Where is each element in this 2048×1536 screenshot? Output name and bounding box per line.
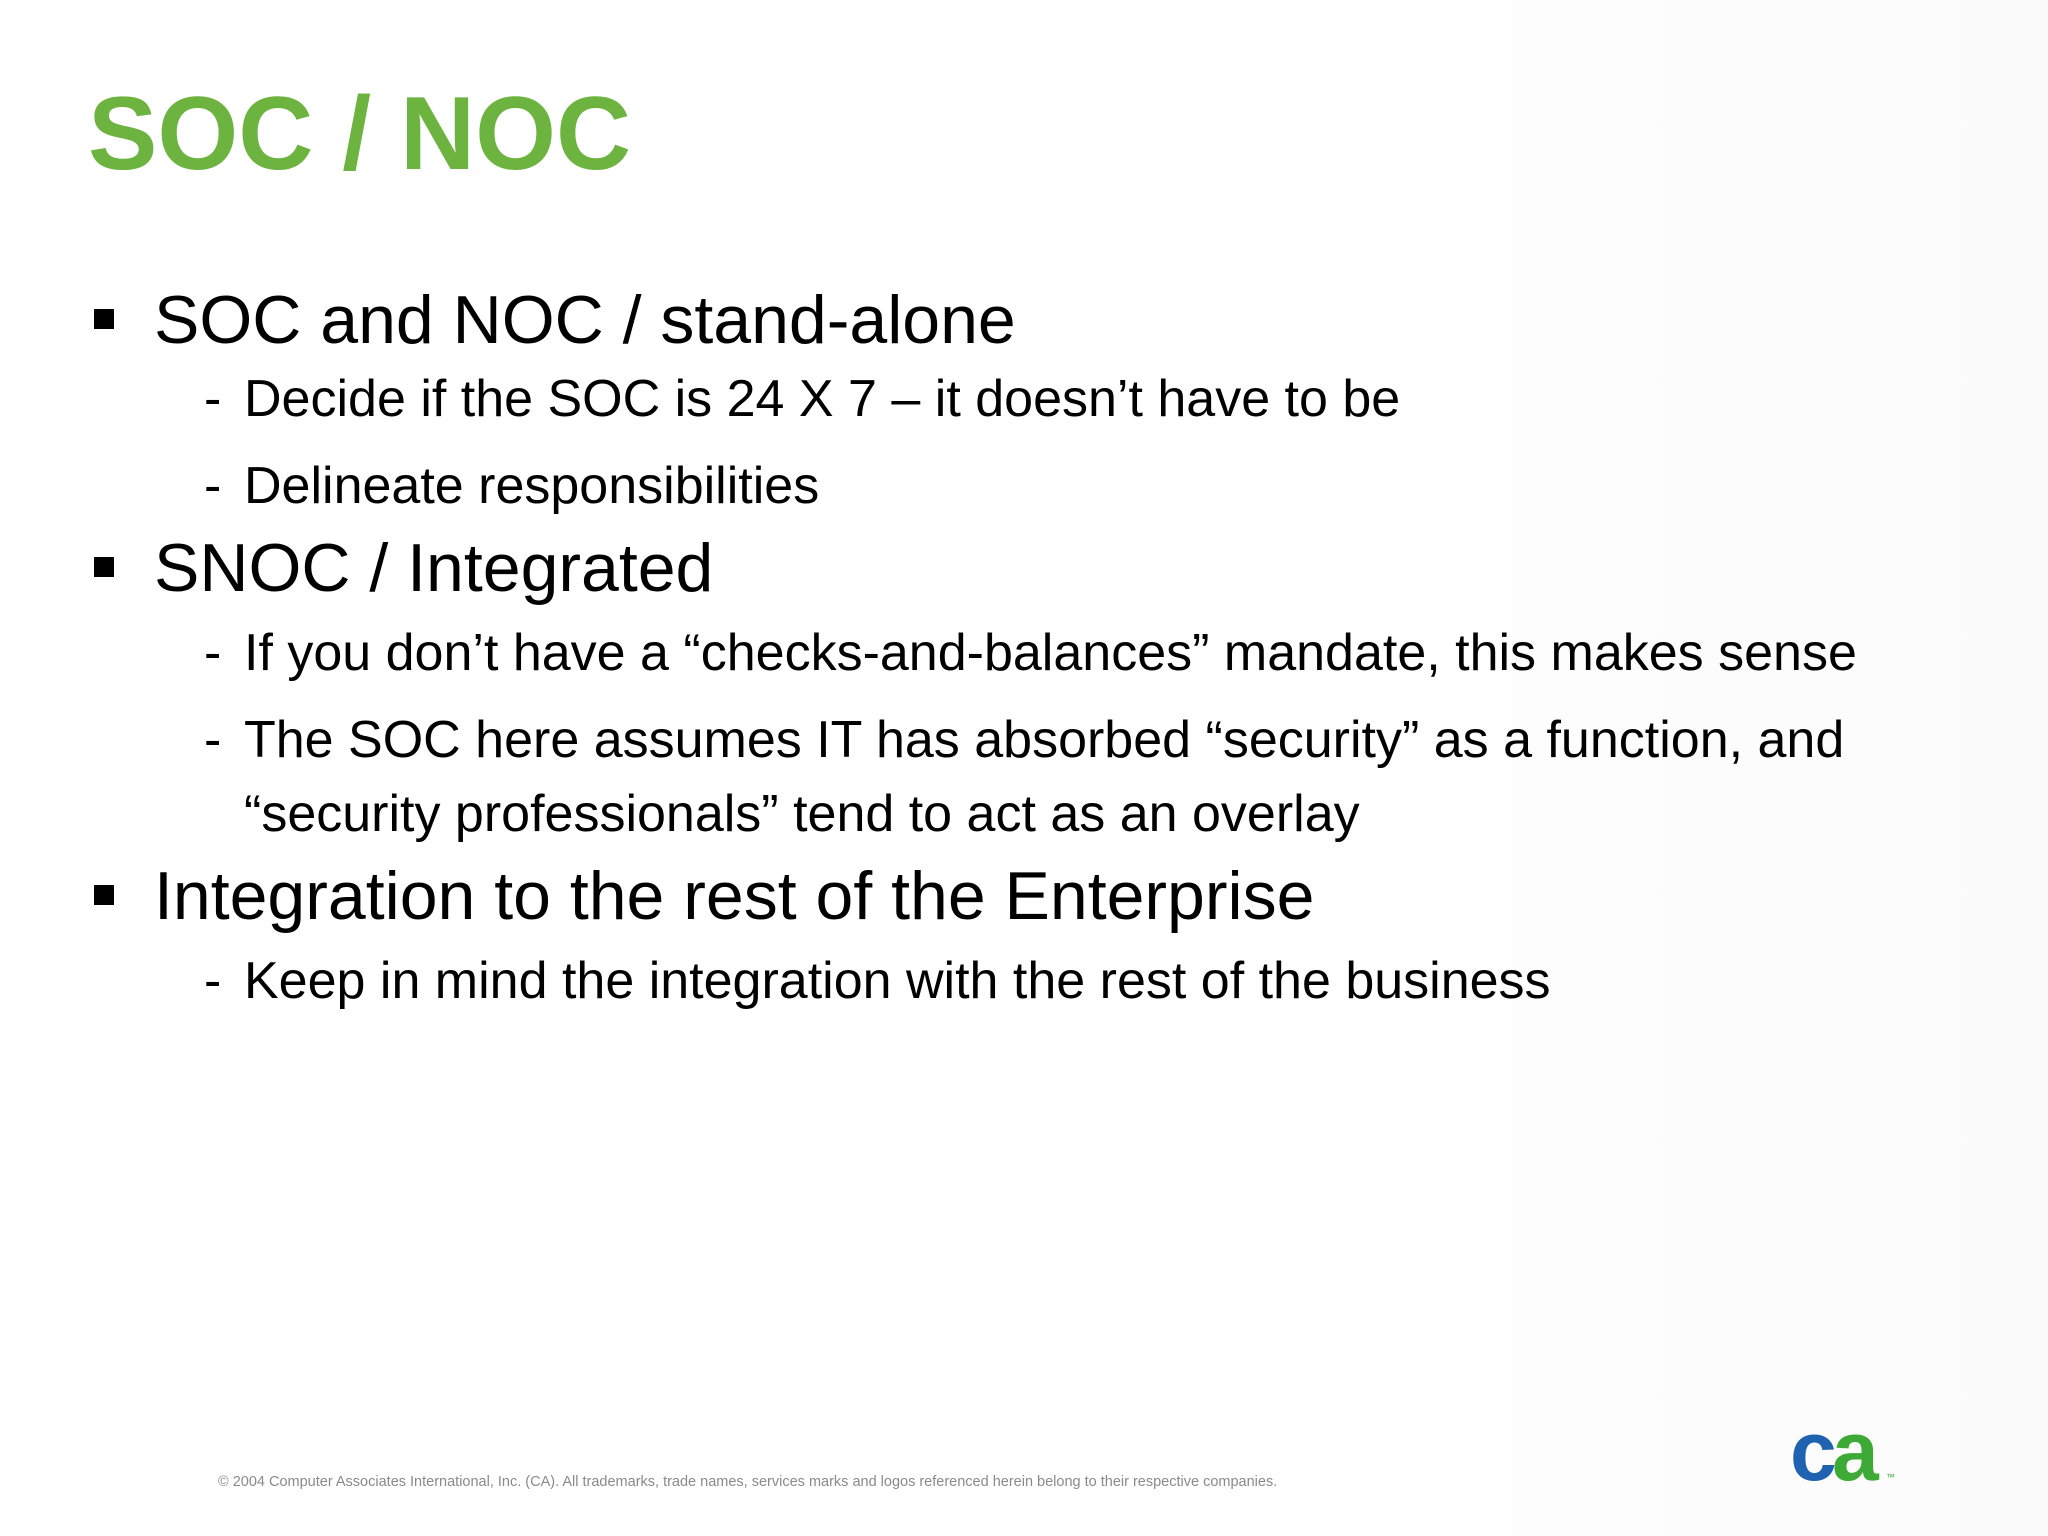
sub-bullet-text: Delineate responsibilities xyxy=(244,457,820,515)
square-bullet-icon xyxy=(94,309,114,329)
sub-bullet-item xyxy=(204,449,1974,523)
bullet-text: SOC and NOC / stand-alone xyxy=(154,282,1016,358)
square-bullet-icon xyxy=(94,557,114,577)
slide-body xyxy=(94,280,1974,1018)
dash-marker: - xyxy=(204,370,222,428)
sub-bullet-item xyxy=(204,703,1974,851)
sub-bullet-item xyxy=(204,362,1974,436)
dash-marker: - xyxy=(204,711,222,769)
bullet-item xyxy=(94,856,1974,936)
bullet-item xyxy=(94,280,1974,360)
ca-logo-a: a xyxy=(1832,1404,1879,1498)
dash-marker: - xyxy=(204,457,222,515)
sub-bullet-text: If you don’t have a “checks-and-balances” mandate, this makes sense xyxy=(244,624,1857,682)
ca-logo-c: c xyxy=(1790,1404,1837,1498)
bullet-text: Integration to the rest of the Enterprise xyxy=(154,858,1315,934)
dash-marker: - xyxy=(204,624,222,682)
ca-logo xyxy=(1790,1404,1895,1498)
ca-logo-trademark: ™ xyxy=(1886,1472,1895,1482)
square-bullet-icon xyxy=(94,885,114,905)
bullet-item xyxy=(94,528,1974,608)
sub-bullet-text: The SOC here assumes IT has absorbed “security” as a function, and “security professionals” tend to act as an overlay xyxy=(244,711,1845,843)
sub-bullet-text: Decide if the SOC is 24 X 7 – it doesn’t have to be xyxy=(244,370,1401,428)
sub-bullet-item xyxy=(204,944,1974,1018)
dash-marker: - xyxy=(204,952,222,1010)
bullet-text: SNOC / Integrated xyxy=(154,530,714,606)
slide-title: SOC / NOC xyxy=(88,76,632,192)
sub-bullet-item xyxy=(204,616,1974,690)
copyright-footer: © 2004 Computer Associates International, Inc. (CA). All trademarks, trade names, services marks and logos referenced herein belong to their respective companies. xyxy=(218,1474,1278,1490)
sub-bullet-text: Keep in mind the integration with the rest of the business xyxy=(244,952,1551,1010)
